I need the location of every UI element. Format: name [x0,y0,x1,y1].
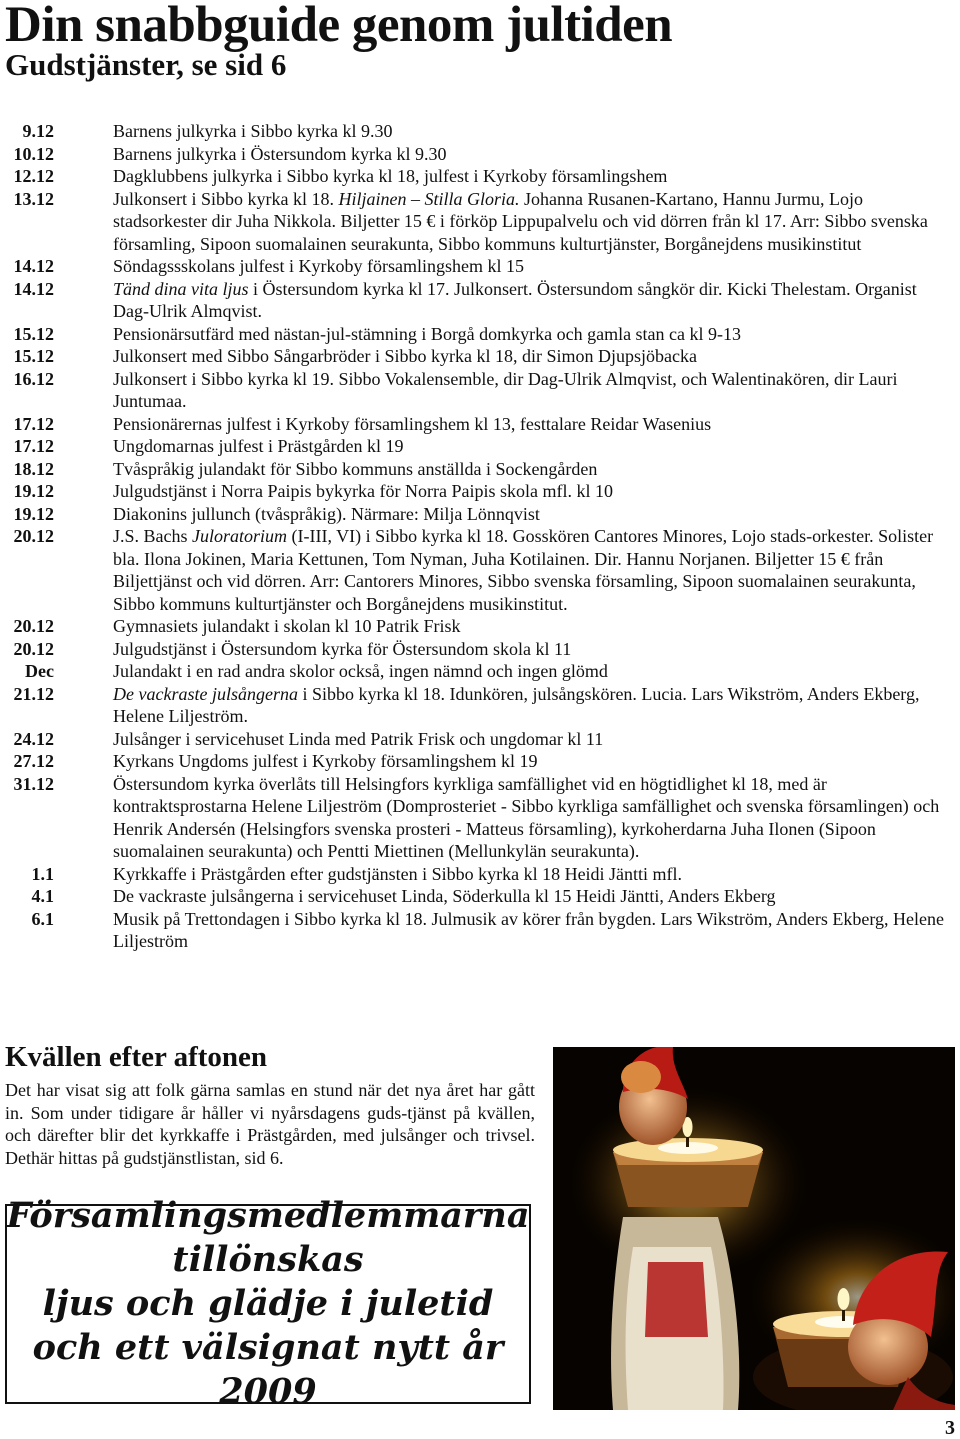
event-date: 16.12 [13,368,54,389]
event-description [113,525,955,615]
event-text-part: Pensionärernas julfest i Kyrkoby församlingshem kl 13, festtalare Reidar Wasenius [113,413,712,434]
event-date: 18.12 [13,458,54,479]
event-row [0,908,955,953]
event-text-part: Julgudstjänst i Norra Paipis bykyrka för Norra Paipis skola mfl. kl 10 [113,481,613,501]
event-row [0,345,955,368]
event-row [0,255,955,278]
event-description [113,750,955,773]
event-date: 20.12 [13,638,54,659]
event-text-part: J.S. Bachs [113,526,193,546]
event-date: 20.12 [13,616,54,636]
event-text-part: i Östersundom kyrka kl 17. Julkonsert. Östersundom sångkör dir. Kicki Thelestam. Organist Dag-Ulrik Almqvist. [113,278,917,321]
photo-gnomes-candles [553,1047,955,1410]
event-description [113,660,955,683]
event-row [0,863,955,886]
section-text-evening: Det har visat sig att folk gärna samlas en stund när det nya året har gått in. Som under tidigare år håller vi nyårsdagens guds-tjänst på kvällen, och därefter blir det kyrkkaffe i Prästgården, med julsånger och trivsel. Dethär hittas på gudstjänstlistan, sid 6. [5,1080,535,1168]
event-title-italic: De vackraste julsångerna [113,683,298,704]
event-row [0,165,955,188]
event-text-part: Ungdomarnas julfest i Prästgården kl 19 [113,436,404,456]
event-date: 4.1 [31,886,54,906]
event-text-part: i Sibbo kyrka kl 18. Idunkören, julsångskören. Lucia. Lars Wikström, Anders Ekberg, Helene Liljeström. [113,683,920,726]
greeting-box [5,1195,531,1412]
event-description [113,143,955,166]
section-heading-evening: Kvällen efter aftonen [5,1041,268,1073]
page-title: Din snabbguide genom jultiden [5,0,673,53]
event-date: 1.1 [31,863,54,884]
event-description [113,413,955,436]
event-row [0,480,955,503]
event-row [0,750,955,773]
event-date: 19.12 [13,503,54,524]
event-row [0,368,955,413]
greeting-line: tillönskas [172,1239,364,1280]
event-text-part: Barnens julkyrka i Östersundom kyrka kl 9.30 [113,143,447,164]
event-description [113,368,955,413]
event-date: 24.12 [13,728,54,749]
greeting-line: och ett välsignat nytt år 2009 [32,1327,504,1412]
event-text-part: Kyrkans Ungdoms julfest i Kyrkoby församlingshem kl 19 [113,751,538,771]
event-row [0,773,955,863]
event-description [113,255,955,278]
event-description [113,345,955,368]
event-row [0,683,955,728]
event-row [0,120,955,143]
event-row [0,323,955,346]
page-number: 3 [945,1417,955,1439]
event-row [0,278,955,323]
event-row [0,413,955,436]
event-description [113,458,955,481]
event-date: 13.12 [13,188,54,209]
event-date: Dec [25,661,54,681]
event-row [0,503,955,526]
event-text-part: De vackraste julsångerna i servicehuset Linda, Söderkulla kl 15 Heidi Jäntti, Anders Ekberg [113,886,776,906]
event-text-part: Julkonsert med Sibbo Sångarbröder i Sibbo kyrka kl 18, dir Simon Djupsjöbacka [113,346,697,366]
event-text-part: Musik på Trettondagen i Sibbo kyrka kl 18. Julmusik av körer från bygden. Lars Wikström, Anders Ekberg, Helene Liljeström [113,908,944,951]
event-description [113,885,955,908]
event-description [113,278,955,323]
event-description [113,638,955,661]
event-text-part: (I-III, VI) i Sibbo kyrka kl 18. Gosskören Cantores Minores, Lojo stads-orkester. Solister bla. Ilona Jokinen, Maria Kettunen, Tom Nyman, Juha Kotilainen. Dir. Hannu Norjanen. Biljetter 15 € från Biljettjänst och vid dörren. Arr: Cantorers Minores, Sibbo svenska församling, Sipoon suomalainen seurakunta, Sibbo kommuns kulturtjänster och Borgånejdens musikinstitut. [113,526,934,614]
event-description [113,615,955,638]
event-date: 15.12 [13,323,54,344]
event-date: 19.12 [13,481,54,501]
event-date: 9.12 [22,121,54,141]
event-description [113,503,955,526]
event-date: 31.12 [13,773,54,794]
event-text-part: Gymnasiets julandakt i skolan kl 10 Patrik Frisk [113,616,461,636]
event-text-part: Julgudstjänst i Östersundom kyrka för Östersundom skola kl 11 [113,638,572,659]
event-date: 12.12 [13,166,54,186]
event-text-part: Söndagssskolans julfest i Kyrkoby församlingshem kl 15 [113,256,524,276]
event-row [0,143,955,166]
event-text-part: Julkonsert i Sibbo kyrka kl 19. Sibbo Vokalensemble, dir Dag-Ulrik Almqvist, och Walentinakören, dir Lauri Juntumaa. [113,368,898,411]
event-list [0,120,955,953]
event-row [0,728,955,751]
event-date: 14.12 [13,256,54,276]
event-description [113,120,955,143]
event-date: 20.12 [13,526,54,546]
event-text-part: Tvåspråkig julandakt för Sibbo kommuns anställda i Sockengården [113,458,598,479]
event-description [113,683,955,728]
event-description [113,480,955,503]
greeting-line: ljus och glädje i juletid [42,1283,494,1324]
greeting-line: Församlingsmedlemmarna [6,1195,530,1236]
event-text-part: Johanna Rusanen-Kartano, Hannu Jurmu, Lojo stadsorkester dir Juha Nikkola. Biljetter 15 € i förköp Lippupalvelu och vid dörren från kl 17. Arr: Sibbo svenska församling, Sipoon suomalainen seurakunta, Sibbo kommuns kulturtjänster, Borgånejdens musikinstitut [113,188,928,254]
event-text-part: Östersundom kyrka överlåts till Helsingfors kyrkliga samfällighet vid en högtidlighet kl 18, med är kontraktsprostarna Helene Liljeström (Domprosteriet - Sibbo kyrkliga samfällighet och svenska församlingen) och Henrik Andersén (Helsingfors svenska prosteri - Matteus församling), kyrkoherdarna Juha Ilonen (Sipoon suomalainen seurakunta) och Pentti Miettinen (Mellunkylän seurakunta). [113,773,940,861]
page-subtitle: Gudstjänster, se sid 6 [5,47,287,82]
event-description [113,188,955,256]
event-date: 17.12 [13,413,54,434]
event-text-part: Dagklubbens julkyrka i Sibbo kyrka kl 18, julfest i Kyrkoby församlingshem [113,166,668,186]
event-row [0,638,955,661]
event-text-part: Barnens julkyrka i Sibbo kyrka kl 9.30 [113,121,393,141]
gnome-candle-illustration [553,1047,955,1410]
event-description [113,908,955,953]
event-row [0,660,955,683]
event-row [0,188,955,256]
event-date: 27.12 [13,751,54,771]
event-description [113,165,955,188]
event-description [113,323,955,346]
event-text-part: Julandakt i en rad andra skolor också, ingen nämnd och ingen glömd [113,661,608,681]
event-text-part: Julsånger i servicehuset Linda med Patrik Frisk och ungdomar kl 11 [113,728,604,749]
event-date: 14.12 [13,278,54,299]
event-row [0,525,955,615]
event-date: 10.12 [13,143,54,164]
event-row [0,458,955,481]
event-title-italic: Hiljainen – Stilla Gloria. [338,188,520,209]
event-text-part: Diakonins jullunch (tvåspråkig). Närmare: Milja Lönnqvist [113,503,540,524]
event-description [113,863,955,886]
event-text-part: Julkonsert i Sibbo kyrka kl 18. [113,188,339,209]
event-row [0,615,955,638]
event-text-part: Kyrkkaffe i Prästgården efter gudstjänsten i Sibbo kyrka kl 18 Heidi Jäntti mfl. [113,863,683,884]
event-date: 6.1 [31,908,54,929]
event-description [113,773,955,863]
event-row [0,435,955,458]
event-text-part: Pensionärsutfärd med nästan-jul-stämning i Borgå domkyrka och gamla stan ca kl 9-13 [113,323,742,344]
event-title-italic: Tänd dina vita ljus [113,278,249,299]
event-date: 15.12 [13,346,54,366]
event-title-italic: Juloratorium [192,526,288,546]
event-date: 17.12 [13,436,54,456]
event-row [0,885,955,908]
event-description [113,435,955,458]
event-description [113,728,955,751]
event-date: 21.12 [13,683,54,704]
